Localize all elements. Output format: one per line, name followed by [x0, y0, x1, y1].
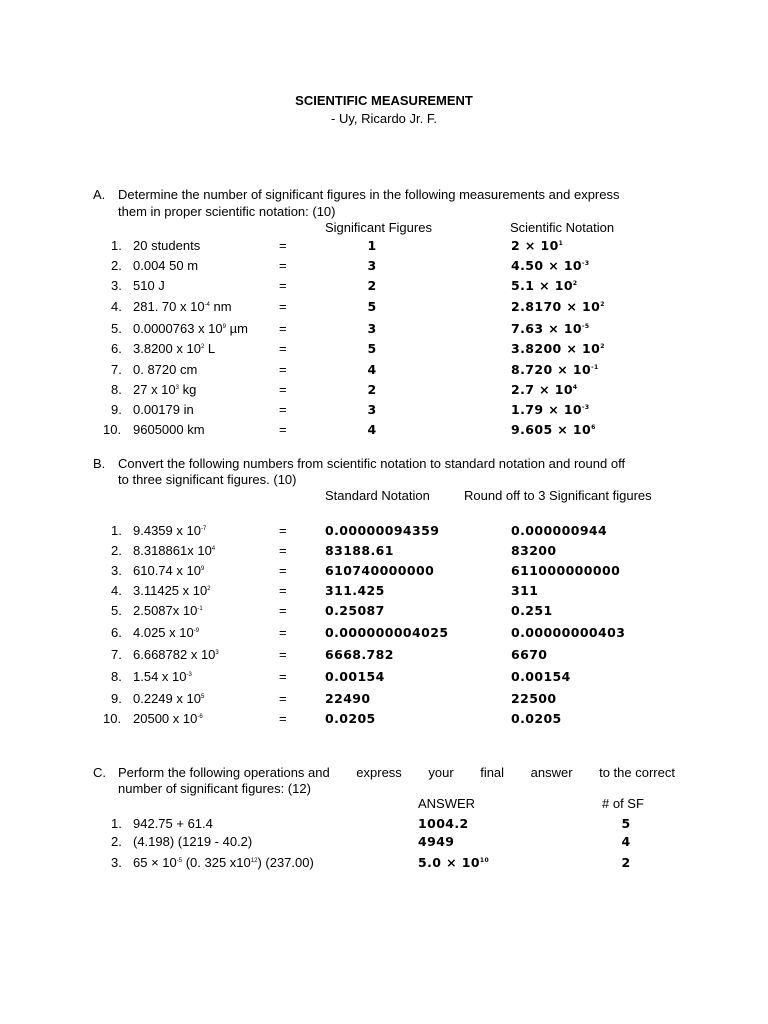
answer-value [325, 603, 385, 618]
answer-value [325, 711, 376, 726]
answer-text: 0.000000004025 [325, 625, 449, 640]
answer-value-secondary [511, 382, 578, 397]
answer-text: 4.50 × 10 [511, 258, 583, 273]
question-text: 942.75 + 61.4 [133, 816, 213, 831]
answer-text: 5.0 × 10 [418, 855, 480, 870]
equals-sign: = [279, 543, 287, 558]
answer-value [325, 691, 371, 706]
answer-text: 4 [367, 362, 377, 377]
equals-sign: = [279, 691, 287, 706]
item-question [133, 238, 200, 253]
answer-value [325, 647, 394, 662]
section-b-col-header-standard: Standard Notation [325, 488, 430, 503]
answer-value-secondary [511, 603, 553, 618]
equals-sign: = [279, 422, 287, 437]
answer-text: 610740000000 [325, 563, 435, 578]
answer-value-secondary [511, 669, 571, 684]
answer-text: 1 [367, 238, 377, 253]
question-text: (4.198) (1219 - 40.2) [133, 834, 253, 849]
item-number: 8. [111, 382, 122, 397]
item-question [133, 603, 203, 618]
answer-text: 3 [367, 321, 377, 336]
section-c-word: final [480, 765, 505, 780]
question-exponent: 2 [200, 344, 205, 350]
item-number: 6. [111, 625, 122, 640]
item-question [133, 523, 206, 538]
section-a-col-header-scinot: Scientific Notation [510, 220, 615, 235]
answer-text: 2 [367, 278, 377, 293]
answer-value [357, 422, 387, 437]
answer-text: 0.0205 [511, 711, 562, 726]
section-c-word: Perform the following operations and [118, 765, 330, 780]
item-number: 6. [111, 341, 122, 356]
item-question [133, 563, 204, 578]
answer-text: 4 [367, 422, 377, 437]
answer-exponent: -3 [582, 260, 590, 267]
section-c-letter: C. [93, 765, 106, 780]
question-text: 8.318861x 10 [133, 543, 212, 558]
equals-sign: = [279, 238, 287, 253]
question-text: 0.2249 x 10 [133, 691, 201, 706]
section-c-word: to the correct [599, 765, 675, 780]
item-question [133, 362, 197, 377]
question-text: 3.8200 x 10 [133, 341, 201, 356]
answer-exponent: -3 [582, 404, 590, 411]
question-text: 27 x 10 [133, 382, 176, 397]
answer-text: 0.251 [511, 603, 553, 618]
answer-value [357, 258, 387, 273]
answer-text: 0.25087 [325, 603, 385, 618]
question-text: 281. 70 x 10 [133, 299, 205, 314]
answer-value [418, 834, 454, 849]
answer-value-secondary [511, 362, 599, 377]
item-number: 5. [111, 603, 122, 618]
item-question [133, 711, 203, 726]
equals-sign: = [279, 647, 287, 662]
answer-exponent: -1 [591, 364, 599, 371]
equals-sign: = [279, 341, 287, 356]
answer-value-secondary [511, 583, 538, 598]
equals-sign: = [279, 321, 287, 336]
equals-sign: = [279, 625, 287, 640]
answer-text: 22500 [511, 691, 557, 706]
item-question [133, 691, 204, 706]
question-text: 20 students [133, 238, 201, 253]
answer-value-secondary [511, 258, 589, 273]
question-text: 510 J [133, 278, 165, 293]
answer-exponent: 6 [591, 424, 596, 431]
answer-text: 2 × 10 [511, 238, 559, 253]
item-question [133, 816, 213, 831]
question-text: 2.5087x 10 [133, 603, 198, 618]
item-number: 2. [111, 543, 122, 558]
answer-text: 7.63 × 10 [511, 321, 583, 336]
answer-value [357, 382, 387, 397]
answer-exponent: 10 [479, 857, 490, 864]
item-question [133, 321, 248, 336]
question-exponent: -4 [204, 302, 210, 308]
answer-value-secondary [511, 647, 547, 662]
item-number: 1. [111, 238, 122, 253]
section-c-word: your [428, 765, 454, 780]
item-question [133, 382, 196, 397]
question-exponent: 4 [211, 546, 216, 552]
item-number: 5. [111, 321, 122, 336]
answer-text: 22490 [325, 691, 371, 706]
question-text: 65 × 10 [133, 855, 177, 870]
question-exponent: 5 [200, 694, 205, 700]
item-question [133, 341, 215, 356]
item-question [133, 278, 165, 293]
item-question [133, 647, 219, 662]
answer-text: 0.00154 [325, 669, 385, 684]
question-text: 9605000 km [133, 422, 205, 437]
item-number: 7. [111, 647, 122, 662]
author-name: Uy, Ricardo Jr. F. [338, 111, 437, 126]
answer-value-secondary [511, 321, 589, 336]
answer-value-secondary [511, 543, 557, 558]
answer-value-secondary [511, 625, 625, 640]
answer-value [325, 583, 385, 598]
answer-text: 4949 [418, 834, 455, 849]
answer-value [357, 321, 387, 336]
section-b-col-header-roundoff: Round off to 3 Significant figures [464, 488, 652, 503]
answer-text: 311 [511, 583, 539, 598]
item-number: 1. [111, 816, 122, 831]
section-c-col-header-answer: ANSWER [418, 796, 476, 811]
answer-text: 0.000000944 [511, 523, 608, 538]
answer-text: 1004.2 [418, 816, 469, 831]
equals-sign: = [279, 711, 287, 726]
item-question [133, 855, 314, 870]
item-number: 3. [111, 855, 122, 870]
question-unit: L [204, 341, 216, 356]
item-number: 7. [111, 362, 122, 377]
section-c-instruction-line2: number of significant figures: (12) [118, 781, 311, 796]
question-text: 1.54 x 10 [133, 669, 187, 684]
author-dash: - [331, 111, 339, 126]
equals-sign: = [279, 603, 287, 618]
question-text: 6.668782 x 10 [133, 647, 216, 662]
question-exponent: 12 [250, 858, 258, 864]
item-number: 2. [111, 834, 122, 849]
answer-text: 5.1 × 10 [511, 278, 573, 293]
equals-sign: = [279, 669, 287, 684]
question-text: 0.0000763 x 10 [133, 321, 223, 336]
page-title: SCIENTIFIC MEASUREMENT [295, 93, 473, 108]
answer-text: 3 [367, 402, 377, 417]
answer-text: 83200 [511, 543, 557, 558]
answer-value-secondary [511, 278, 578, 293]
equals-sign: = [279, 362, 287, 377]
answer-value-secondary [611, 855, 641, 870]
section-b-instruction-line1: Convert the following numbers from scientific notation to standard notation and round off [118, 456, 626, 471]
answer-value [357, 362, 387, 377]
answer-value [357, 278, 387, 293]
author-line [0, 111, 768, 126]
question-exponent: 3 [215, 650, 219, 656]
answer-text: 6668.782 [325, 647, 394, 662]
section-a-col-header-sigfigs: Significant Figures [325, 220, 432, 235]
question-text: 3.11425 x 10 [133, 583, 208, 598]
equals-sign: = [279, 299, 287, 314]
equals-sign: = [279, 382, 287, 397]
item-number: 4. [111, 299, 122, 314]
item-number: 10. [103, 711, 122, 726]
answer-exponent: 1 [558, 240, 564, 247]
question-text: 4.025 x 10 [133, 625, 194, 640]
answer-text: 2 [367, 382, 377, 397]
answer-text: 8.720 × 10 [511, 362, 592, 377]
item-question [133, 583, 211, 598]
answer-exponent: 4 [572, 384, 578, 391]
answer-value [357, 402, 387, 417]
equals-sign: = [279, 278, 287, 293]
equals-sign: = [279, 523, 287, 538]
answer-value [418, 855, 489, 870]
question-unit: ) (237.00) [257, 855, 314, 870]
answer-value-secondary [511, 341, 605, 356]
answer-value [357, 238, 387, 253]
item-question [133, 299, 232, 314]
answer-text: 9.605 × 10 [511, 422, 592, 437]
section-b-instruction-line2: to three significant figures. (10) [118, 472, 297, 487]
answer-value [325, 543, 394, 558]
item-number: 9. [111, 402, 122, 417]
item-number: 9. [111, 691, 122, 706]
answer-text: 2 [621, 855, 631, 870]
answer-value-secondary [611, 834, 641, 849]
item-number: 2. [111, 258, 122, 273]
item-number: 1. [111, 523, 122, 538]
item-number: 10. [103, 422, 122, 437]
question-unit: kg [179, 382, 197, 397]
answer-value-secondary [511, 563, 620, 578]
item-question [133, 422, 205, 437]
answer-value [325, 625, 448, 640]
answer-text: 611000000000 [511, 563, 621, 578]
answer-text: 0.0205 [325, 711, 376, 726]
question-exponent: 9 [222, 324, 226, 330]
answer-value-secondary [511, 422, 596, 437]
equals-sign: = [279, 563, 287, 578]
question-text: 20500 x 10 [133, 711, 198, 726]
section-c-word: answer [530, 765, 573, 780]
question-exponent: -7 [200, 526, 207, 532]
item-number: 3. [111, 563, 122, 578]
question-exponent: 3 [175, 385, 179, 391]
equals-sign: = [279, 258, 287, 273]
question-text: 610.74 x 10 [133, 563, 201, 578]
question-exponent: -1 [197, 606, 203, 612]
answer-exponent: -5 [582, 323, 590, 330]
item-question [133, 543, 215, 558]
question-text: 0.00179 in [133, 402, 194, 417]
answer-text: 4 [621, 834, 631, 849]
answer-value-secondary [511, 402, 589, 417]
answer-exponent: 2 [572, 280, 578, 287]
question-unit: µm [225, 321, 248, 336]
answer-value-secondary [511, 691, 557, 706]
answer-value [325, 563, 434, 578]
answer-text: 2.8170 × 10 [511, 299, 601, 314]
answer-value-secondary [511, 238, 563, 253]
answer-text: 6670 [511, 647, 548, 662]
answer-value [325, 523, 439, 538]
answer-value [325, 669, 385, 684]
section-b-letter: B. [93, 456, 106, 471]
section-c-col-header-sf: # of SF [602, 796, 644, 811]
question-exponent: 9 [200, 566, 205, 572]
answer-text: 83188.61 [325, 543, 394, 558]
item-question [133, 402, 194, 417]
answer-exponent: 2 [600, 343, 605, 350]
item-number: 3. [111, 278, 122, 293]
question-text: 0. 8720 cm [133, 362, 198, 377]
section-a-letter: A. [93, 187, 106, 202]
question-exponent: -3 [186, 672, 192, 678]
question-exponent: -9 [193, 628, 200, 634]
item-question [133, 834, 252, 849]
answer-text: 3.8200 × 10 [511, 341, 601, 356]
question-text: 0.004 50 m [133, 258, 199, 273]
section-a-instruction-line1: Determine the number of significant figures in the following measurements and express [118, 187, 620, 202]
answer-text: 0.00000000403 [511, 625, 626, 640]
section-a-instruction-line2: them in proper scientific notation: (10) [118, 204, 336, 219]
answer-text: 1.79 × 10 [511, 402, 583, 417]
item-question [133, 625, 199, 640]
answer-text: 5 [367, 299, 377, 314]
answer-text: 0.00000094359 [325, 523, 440, 538]
answer-value [357, 299, 387, 314]
equals-sign: = [279, 583, 287, 598]
section-c-word: express [356, 765, 402, 780]
item-question [133, 258, 198, 273]
answer-value-secondary [611, 816, 641, 831]
question-exponent: -5 [176, 858, 183, 864]
answer-text: 2.7 × 10 [511, 382, 573, 397]
answer-text: 5 [367, 341, 377, 356]
item-number: 4. [111, 583, 122, 598]
answer-text: 3 [367, 258, 377, 273]
item-number: 8. [111, 669, 122, 684]
item-question [133, 669, 192, 684]
answer-value-secondary [511, 299, 605, 314]
answer-text: 5 [621, 816, 631, 831]
section-c-instruction-line1 [118, 765, 675, 780]
answer-text: 0.00154 [511, 669, 571, 684]
answer-text: 311.425 [325, 583, 385, 598]
answer-exponent: 2 [600, 301, 605, 308]
question-exponent: 2 [207, 586, 211, 592]
equals-sign: = [279, 402, 287, 417]
answer-value-secondary [511, 711, 562, 726]
question-text-mid: (0. 325 x10 [182, 855, 251, 870]
question-unit: nm [209, 299, 232, 314]
question-exponent: -6 [197, 714, 203, 720]
question-text: 9.4359 x 10 [133, 523, 201, 538]
answer-value [357, 341, 387, 356]
answer-value-secondary [511, 523, 607, 538]
answer-value [418, 816, 469, 831]
